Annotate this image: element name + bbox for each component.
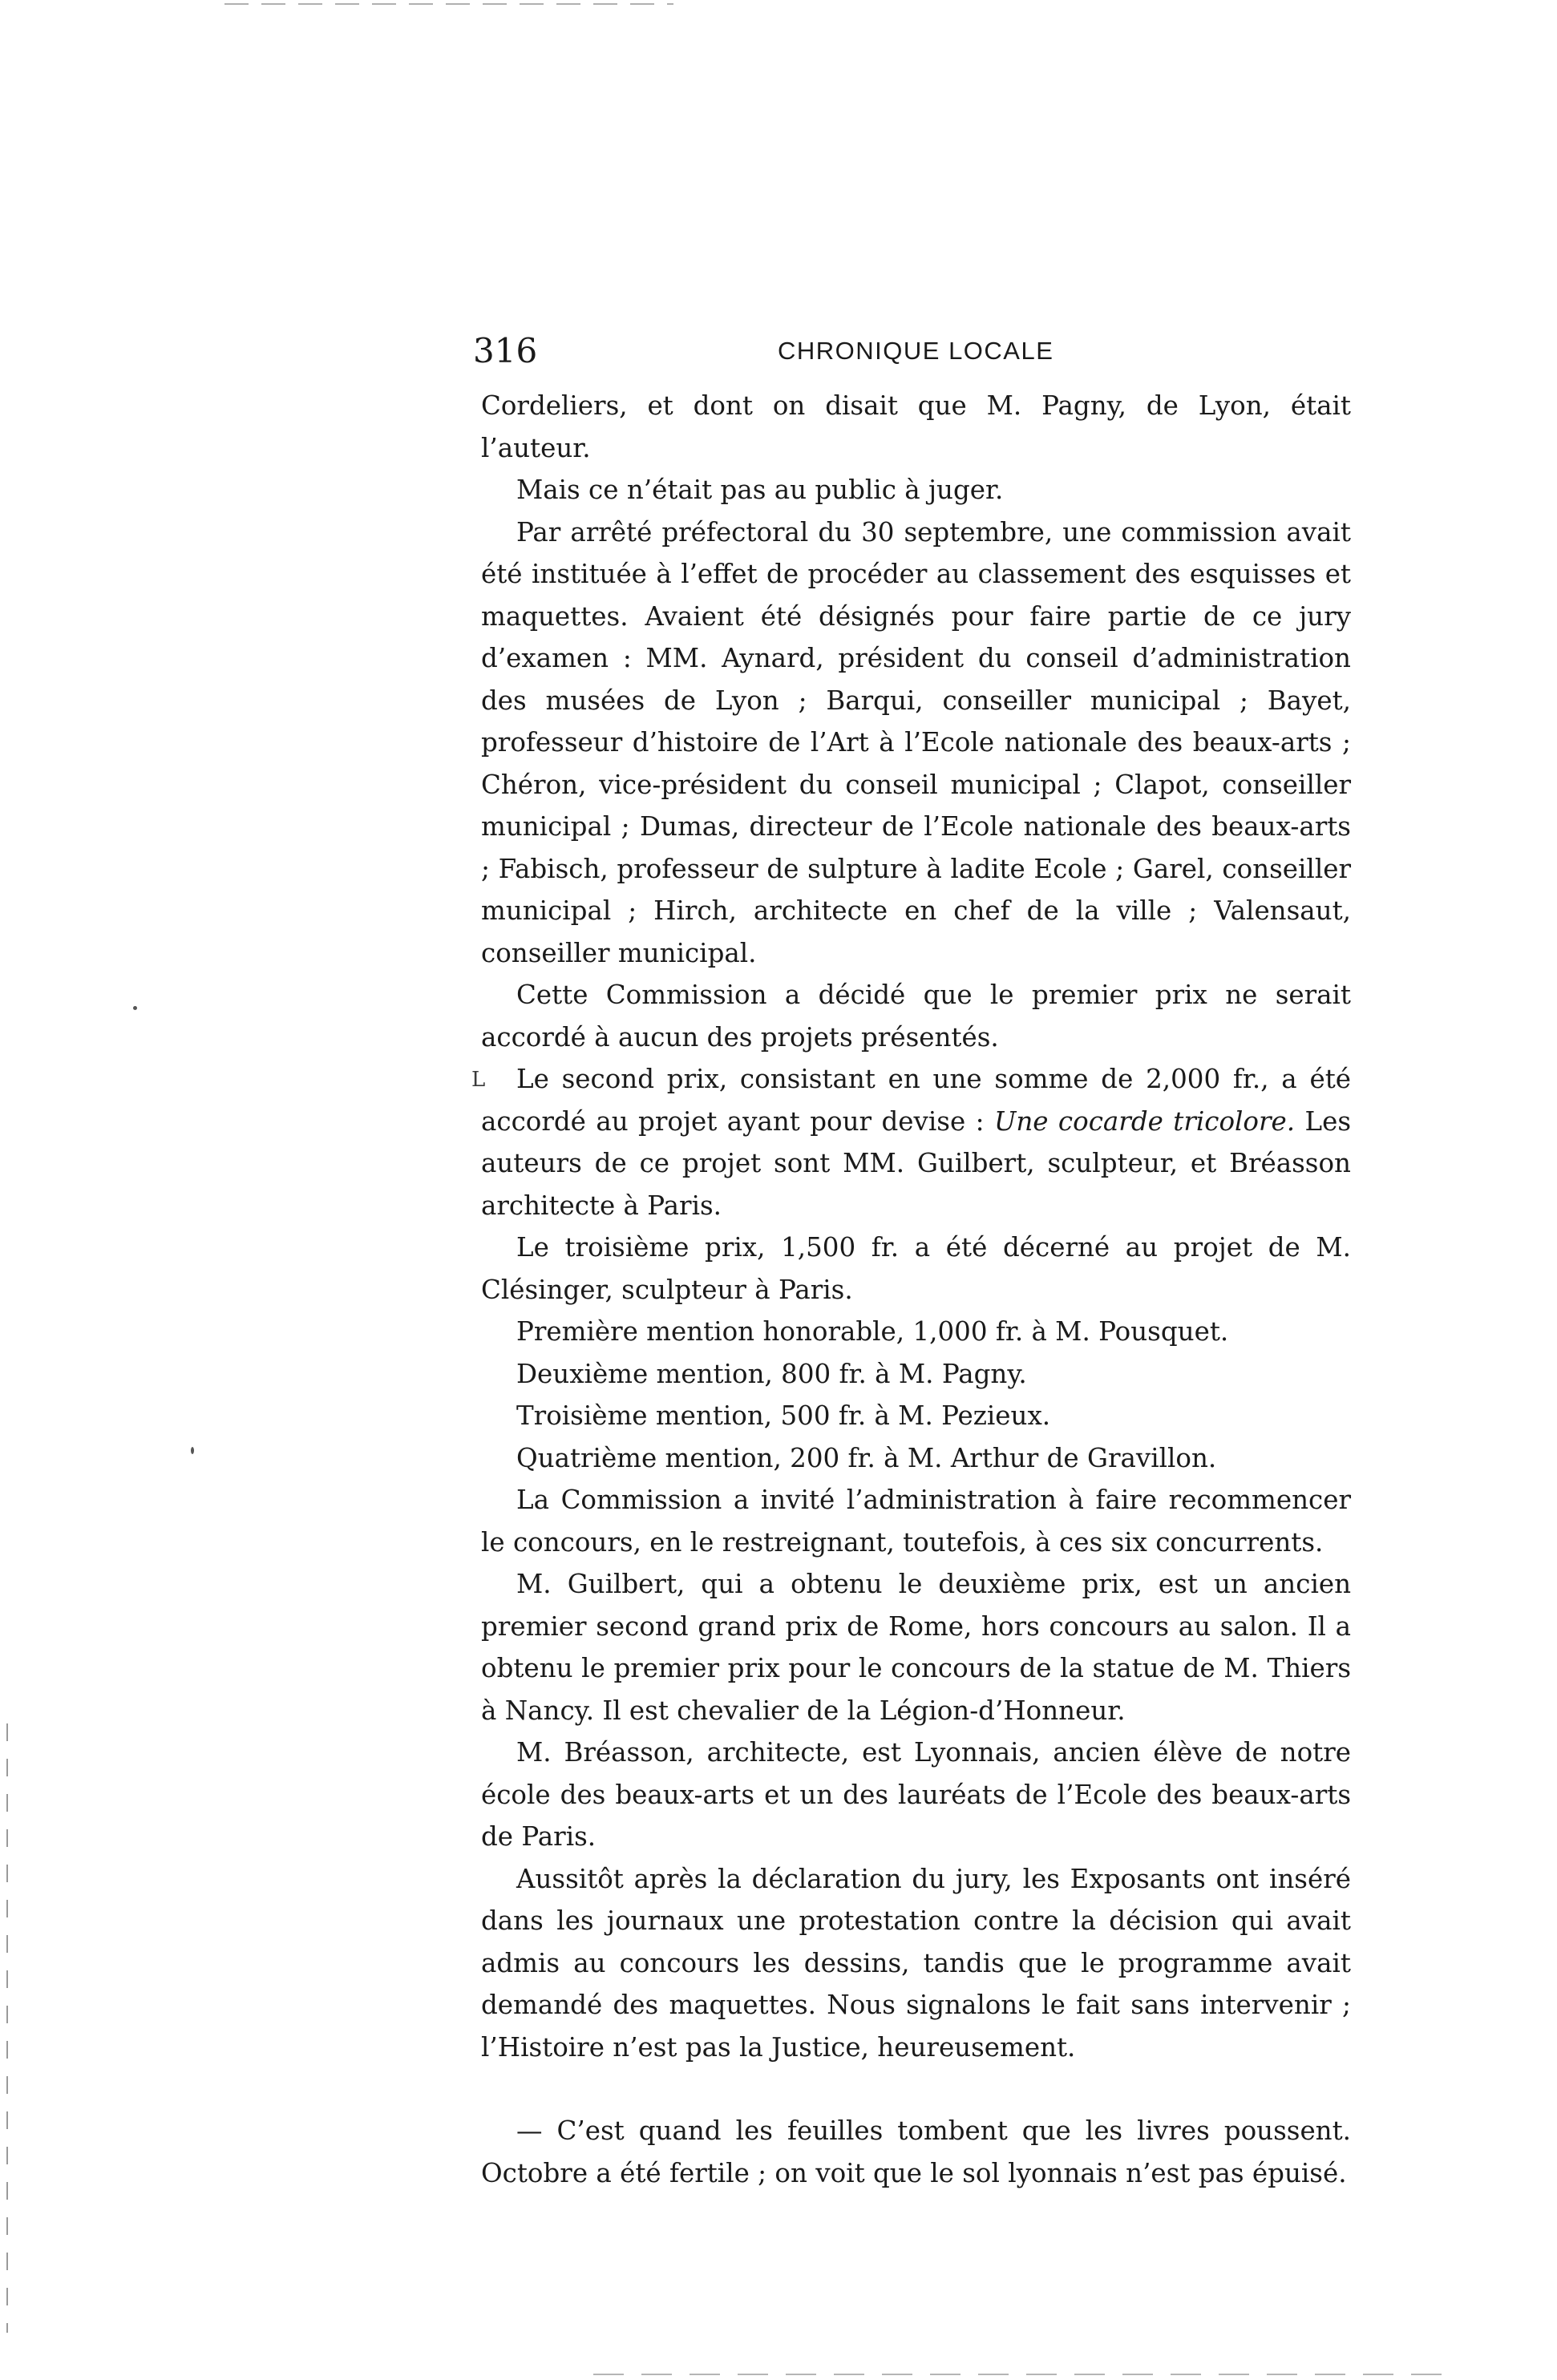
paragraph: M. Guilbert, qui a obtenu le deuxième prix, est un ancien premier second grand prix de Rome, hors concours au salon. Il a obtenu le premier prix pour le concours de la statue de M. Thiers à Nancy. Il est chevalier de la Légion-d’Honneur.: [481, 1569, 1351, 1726]
paragraph: Par arrêté préfectoral du 30 septembre, une commission avait été instituée à l’effet de procéder au classement des esquisses et maquettes. Avaient été désignés pour faire partie de ce jury d’examen : MM. Aynard, président du conseil d’administration des musées de Lyon ; Barqui, conseiller municipal ; Bayet, professeur d’histoire de l’Art à l’Ecole nationale des beaux-arts ; Chéron, vice-président du conseil municipal ; Clapot, conseiller municipal ; Dumas, directeur de l’Ecole nationale des beaux-arts ; Fabisch, professeur de sulpture à ladite Ecole ; Garel, conseiller municipal ; Hirch, architecte en chef de la ville ; Valensaut, conseiller municipal.: [481, 516, 1351, 968]
page-header: [473, 325, 1351, 381]
paragraph: Cordeliers, et dont on disait que M. Pagny, de Lyon, était l’auteur.: [481, 390, 1351, 463]
paragraph: Deuxième mention, 800 fr. à M. Pagny.: [516, 1358, 1027, 1389]
running-title: CHRONIQUE LOCALE: [778, 337, 1054, 365]
paragraph: Troisième mention, 500 fr. à M. Pezieux.: [516, 1400, 1051, 1431]
paragraph: La Commission a invité l’administration à faire recommencer le concours, en le restreignant, toutefois, à ces six concurrents.: [481, 1485, 1351, 1558]
scan-speck: [133, 1006, 137, 1010]
page-number: 316: [473, 331, 538, 370]
paragraph-text: Les auteurs de ce projet sont MM. Guilbert, sculpteur, et Bréasson architecte à Paris.: [481, 1105, 1351, 1221]
motto-italic: Une cocarde tricolore.: [993, 1105, 1296, 1137]
scan-edge-bottom: [593, 2374, 1459, 2375]
body-text: [481, 385, 1351, 2194]
paragraph: Le troisième prix, 1,500 fr. a été décerné au projet de M. Clésinger, sculpteur à Paris.: [481, 1232, 1351, 1305]
paragraph: Aussitôt après la déclaration du jury, les Exposants ont inséré dans les journaux une protestation contre la décision qui avait admis au concours les dessins, tandis que le programme avait demandé des maquettes. Nous signalons le fait sans intervenir ; l’Histoire n’est pas la Justice, heureusement.: [481, 1863, 1351, 2063]
margin-mark: L: [471, 1068, 486, 1092]
paragraph: — C’est quand les feuilles tombent que les livres poussent. Octobre a été fertile ; on voit que le sol lyonnais n’est pas épuisé.: [481, 2115, 1351, 2188]
scan-edge-top: [224, 3, 673, 5]
paragraph: Cette Commission a décidé que le premier prix ne serait accordé à aucun des projets présentés.: [481, 980, 1351, 1053]
paragraph: M. Bréasson, architecte, est Lyonnais, ancien élève de notre école des beaux-arts et un des lauréats de l’Ecole des beaux-arts de Paris.: [481, 1737, 1351, 1852]
scan-edge-left: [6, 1723, 8, 2333]
paragraph: Première mention honorable, 1,000 fr. à M. Pousquet.: [516, 1316, 1229, 1347]
paragraph: Mais ce n’était pas au public à juger.: [516, 475, 1004, 505]
paragraph: [481, 1058, 1351, 1226]
paragraph-text: Le second prix, consistant en une somme de 2,000 fr., a été accordé au projet ayant pour devise :: [481, 1064, 1351, 1137]
paragraph: Quatrième mention, 200 fr. à M. Arthur de Gravillon.: [516, 1442, 1217, 1473]
scan-speck: [191, 1447, 194, 1454]
